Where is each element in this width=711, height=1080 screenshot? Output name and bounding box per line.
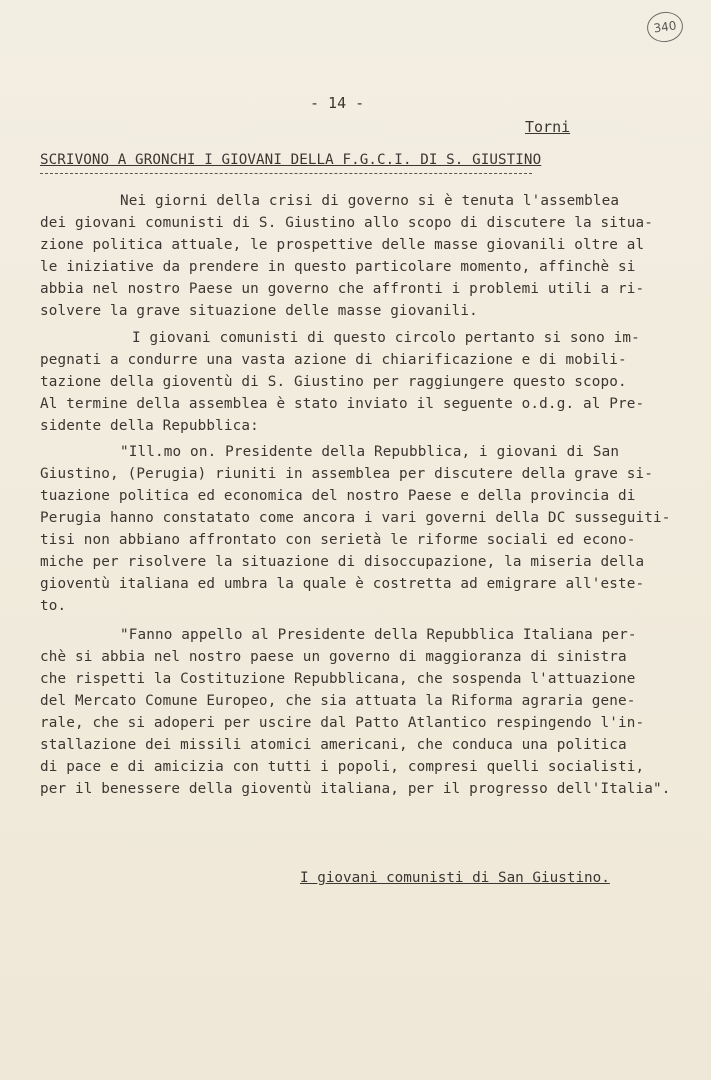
body-line: "Ill.mo on. Presidente della Repubblica, i giovani di San (120, 444, 620, 460)
body-line: to. (40, 598, 67, 614)
body-line: I giovani comunisti di questo circolo pertanto si sono im- (132, 330, 640, 346)
body-line: che rispetti la Costituzione Repubblicana, che sospenda l'attuazione (40, 671, 636, 687)
body-line: pegnati a condurre una vasta azione di chiarificazione e di mobili- (40, 352, 627, 368)
body-line: Al termine della assemblea è stato inviato il seguente o.d.g. al Pre- (40, 396, 645, 412)
body-line: chè si abbia nel nostro paese un governo di maggioranza di sinistra (40, 649, 627, 665)
body-line: solvere la grave situazione delle masse giovanili. (40, 303, 478, 319)
body-line: tazione della gioventù di S. Giustino per raggiungere questo scopo. (40, 374, 627, 390)
body-line: tuazione politica ed economica del nostro Paese e della provincia di (40, 488, 636, 504)
body-line: gioventù italiana ed umbra la quale è costretta ad emigrare all'este- (40, 576, 645, 592)
body-line: Nei giorni della crisi di governo si è tenuta l'assemblea (120, 193, 620, 209)
body-line: Perugia hanno constatato come ancora i vari governi della DC susseguiti- (40, 510, 671, 526)
body-line: le iniziative da prendere in questo particolare momento, affinchè si (40, 259, 636, 275)
body-line: stallazione dei missili atomici americani, che conduca una politica (40, 737, 627, 753)
body-line: del Mercato Comune Europeo, che sia attuata la Riforma agraria gene- (40, 693, 636, 709)
body-line: rale, che si adoperi per uscire dal Patto Atlantico respingendo l'in- (40, 715, 645, 731)
signature-line: I giovani comunisti di San Giustino. (300, 870, 610, 886)
body-line: miche per risolvere la situazione di disoccupazione, la miseria della (40, 554, 645, 570)
heading-divider (40, 173, 532, 174)
body-line: zione politica attuale, le prospettive delle masse giovanili oltre al (40, 237, 645, 253)
body-line: Giustino, (Perugia) riuniti in assemblea per discutere della grave si- (40, 466, 654, 482)
article-heading: SCRIVONO A GRONCHI I GIOVANI DELLA F.G.C.I. DI S. GIUSTINO (40, 152, 542, 168)
body-line: di pace e di amicizia con tutti i popoli, compresi quelli socialisti, (40, 759, 645, 775)
body-line: tisi non abbiano affrontato con serietà le riforme sociali ed econo- (40, 532, 636, 548)
body-line: dei giovani comunisti di S. Giustino allo scopo di discutere la situa- (40, 215, 654, 231)
body-line: "Fanno appello al Presidente della Repubblica Italiana per- (120, 627, 637, 643)
body-line: per il benessere della gioventù italiana, per il progresso dell'Italia". (40, 781, 671, 797)
page-number: - 14 - (310, 94, 365, 112)
location-label: Torni (525, 118, 571, 136)
body-line: abbia nel nostro Paese un governo che affronti i problemi utili a ri- (40, 281, 645, 297)
archive-number-stamp: 340 (645, 10, 685, 45)
body-line: sidente della Repubblica: (40, 418, 259, 434)
